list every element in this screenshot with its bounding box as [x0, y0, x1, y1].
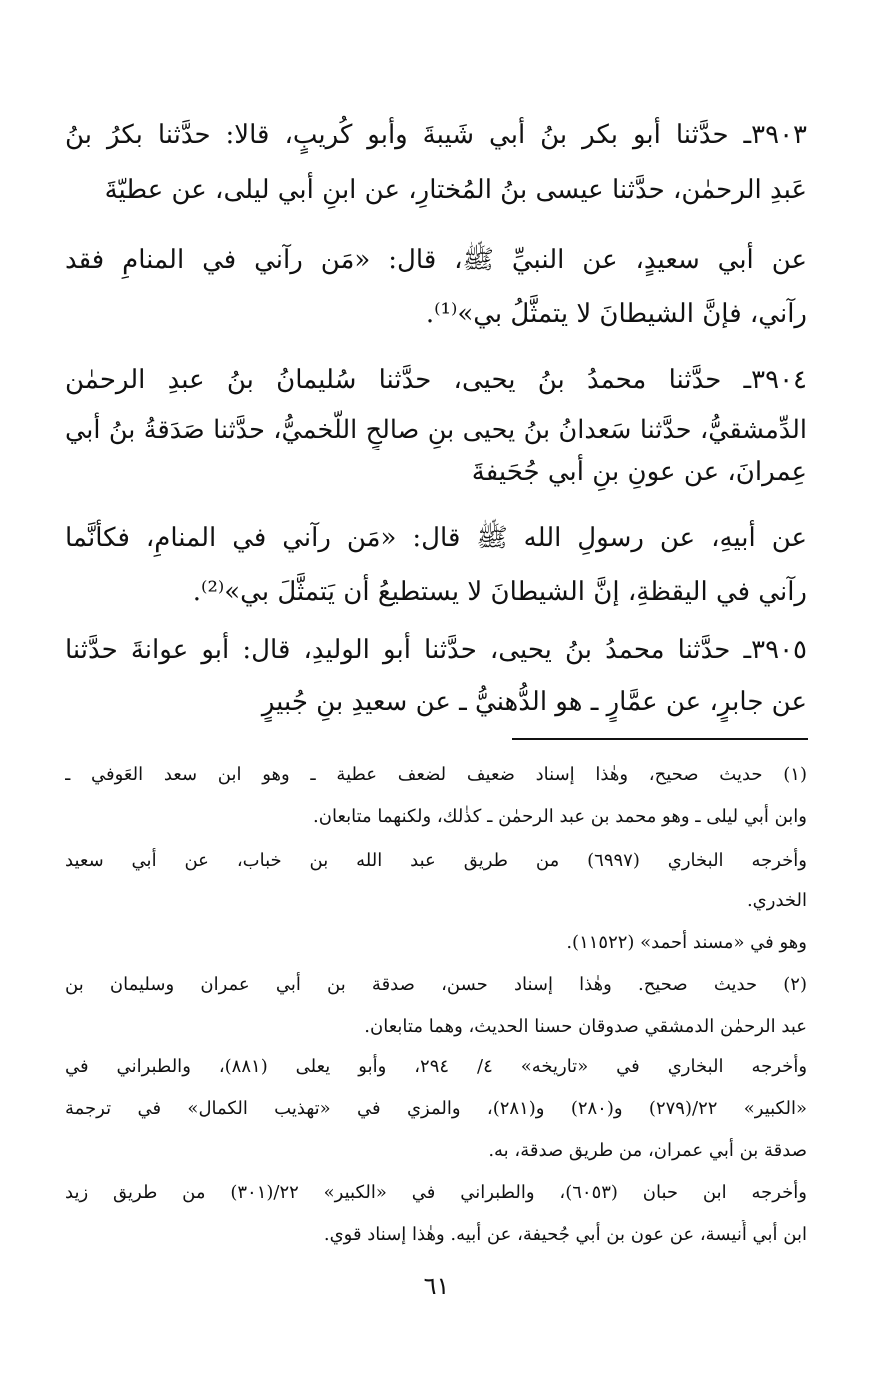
- page-number: ٦١: [423, 1272, 450, 1300]
- footnote-separator: [512, 738, 808, 740]
- footnote-line: ابن أبي أُنيسة، عن عون بن أبي جُحيفة، عن أبيه. وهٰذا إسناد قوي.: [323, 1224, 807, 1245]
- isnad-line: عَبدِ الرحمٰن، حدَّثنا عيسى بنُ المُختارِ، عن ابنِ أبي ليلى، عن عطيّةَ: [104, 175, 807, 205]
- footnote-line: وابن أبي ليلى ـ وهو محمد بن عبد الرحمٰن ـ كذٰلك، ولكنهما متابعان.: [313, 806, 807, 827]
- matn-line: رآني في اليقظةِ، إنَّ الشيطانَ لا يستطيعُ أن يَتمثَّلَ بي»⁽²⁾.: [192, 577, 807, 607]
- footnote-line: صدقة بن أبي عمران، من طريق صدقة، به.: [488, 1140, 807, 1161]
- isnad-line: ٣٩٠٥ـ حدَّثنا محمدُ بنُ يحيى، حدَّثنا أبو الوليدِ، قال: أبو عوانةَ حدَّثنا: [65, 635, 807, 665]
- footnote-line: وهو في «مسند أحمد» (١١٥٢٢).: [566, 932, 807, 953]
- isnad-line: ٣٩٠٣ـ حدَّثنا أبو بكر بنُ أبي شَيبةَ وأبو كُريبٍ، قالا: حدَّثنا بكرُ بنُ: [65, 120, 807, 150]
- footnote-line: (٢) حديث صحيح. وهٰذا إسناد حسن، صدقة بن أبي عمران وسليمان بن: [65, 974, 807, 995]
- footnote-line: وأخرجه البخاري في «تاريخه» ٤/ ٢٩٤، وأبو يعلى (٨٨١)، والطبراني في: [65, 1056, 807, 1077]
- footnote-line: عبد الرحمٰن الدمشقي صدوقان حسنا الحديث، وهما متابعان.: [364, 1016, 807, 1037]
- footnote-line: وأخرجه البخاري (٦٩٩٧) من طريق عبد الله بن خباب، عن أبي سعيد: [65, 850, 807, 871]
- isnad-line: عِمرانَ، عن عونِ بنِ أبي جُحَيفةَ: [471, 457, 807, 487]
- footnote-line: (١) حديث صحيح، وهٰذا إسناد ضعيف لضعف عطية ـ وهو ابن سعد العَوفي ـ: [65, 764, 807, 785]
- isnad-line: الدِّمشقيُّ، حدَّثنا سَعدانُ بنُ يحيى بنِ صالحٍ اللَّخميُّ، حدَّثنا صَدَقةُ بنُ أبي: [65, 415, 807, 445]
- footnote-line: وأخرجه ابن حبان (٦٠٥٣)، والطبراني في «الكبير» ٢٢/(٣٠١) من طريق زيد: [65, 1182, 807, 1203]
- matn-line: عن أبيهِ، عن رسولِ الله ﷺ قال: «مَن رآني في المنامِ، فكأنَّما: [65, 523, 807, 553]
- isnad-line: ٣٩٠٤ـ حدَّثنا محمدُ بنُ يحيى، حدَّثنا سُليمانُ بنُ عبدِ الرحمٰن: [65, 365, 807, 395]
- footnote-line: الخدري.: [746, 890, 807, 911]
- isnad-line: عن جابرٍ، عن عمَّارٍ ـ هو الدُّهنيُّ ـ عن سعيدِ بنِ جُبيرٍ: [261, 687, 807, 717]
- matn-line: رآني، فإنَّ الشيطانَ لا يتمثَّلُ بي»⁽¹⁾.: [425, 299, 807, 329]
- matn-line: عن أبي سعيدٍ، عن النبيِّ ﷺ، قال: «مَن رآني في المنامِ فقد: [65, 245, 807, 275]
- footnote-line: «الكبير» ٢٢/(٢٧٩) و(٢٨٠) و(٢٨١)، والمزي في «تهذيب الكمال» في ترجمة: [65, 1098, 807, 1119]
